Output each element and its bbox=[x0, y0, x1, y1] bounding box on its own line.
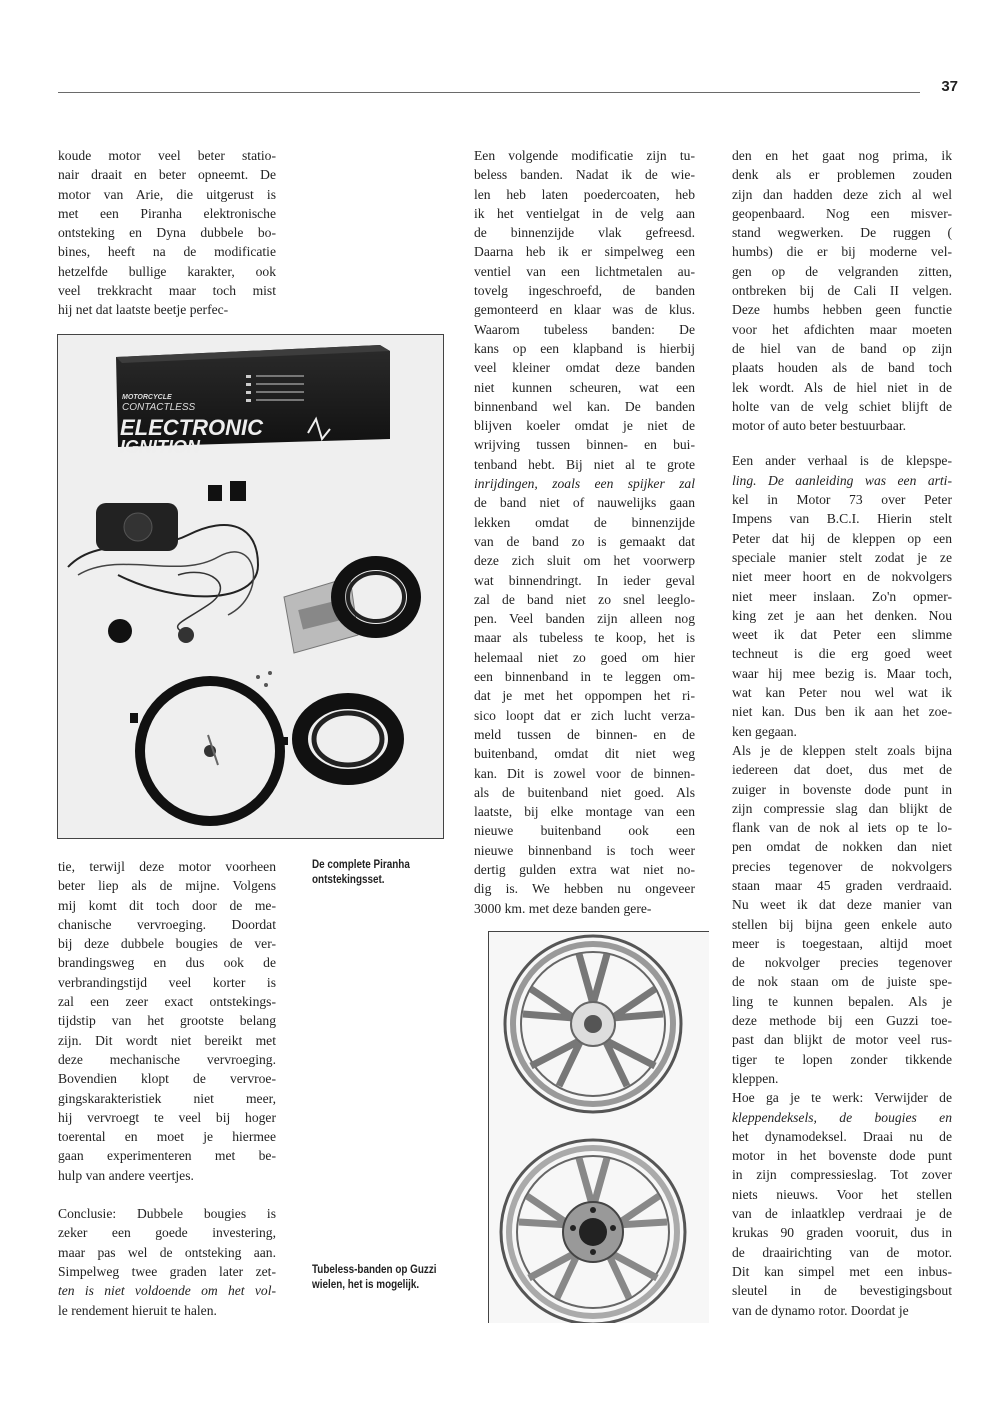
text-line: denk als er problemen zouden bbox=[732, 167, 952, 183]
text-line: van de band zo is gemaakt dat bbox=[474, 533, 695, 549]
text-line: le rendement hieruit te halen. bbox=[58, 1302, 217, 1318]
ignition-kit-photo bbox=[57, 334, 444, 839]
text-line: Simpelweg twee graden later zet- bbox=[58, 1263, 276, 1279]
text-line: niet kunnen scheuren, wat een bbox=[474, 379, 695, 395]
text-line: hij vervroegt te veel bij hoger bbox=[58, 1109, 276, 1125]
text-line: de nok staan om de juiste spe- bbox=[732, 974, 952, 990]
text-line: van de inlaatklep verdraai je de bbox=[732, 1206, 952, 1222]
paragraph-humbs bbox=[732, 146, 952, 435]
text-line: tiger te lopen zonder tikkende bbox=[732, 1051, 952, 1067]
header-rule bbox=[58, 92, 920, 93]
text-line: helemaal niet zo goed om hier bbox=[474, 649, 695, 665]
paragraph-tubeless bbox=[474, 146, 695, 918]
text-line: dig is. We hebben nu ongeveer bbox=[474, 881, 695, 897]
text-line: flank van de nok al iets op te lo- bbox=[732, 820, 952, 836]
text-line: ventiel van een lichtmetalen au- bbox=[474, 263, 695, 279]
caption-tubeless-line2: wielen, het is mogelijk. bbox=[312, 1279, 420, 1291]
text-line: de nokvolger precies tegenover bbox=[732, 955, 952, 971]
text-line: motor van Arie, die uitgerust is bbox=[58, 186, 276, 202]
text-line: sico loopt dat er zich lucht verza- bbox=[474, 707, 695, 723]
text-line: pen. Veel banden zijn alleen nog bbox=[474, 611, 695, 627]
text-line: zeker een goede investering, bbox=[58, 1225, 276, 1241]
paragraph-intro-end bbox=[58, 146, 276, 320]
text-line: niet kan. Dus ben ik aan het zoe- bbox=[732, 704, 952, 720]
text-line: blijven koeler omdat je niet de bbox=[474, 418, 695, 434]
text-line: 3000 km. met deze banden gere- bbox=[474, 900, 652, 916]
text-line: een binnenband in te leggen om- bbox=[474, 669, 695, 685]
text-line: hetzelfde bullige karakter, ook bbox=[58, 263, 276, 279]
text-line: mij komt dit toch door de me- bbox=[58, 897, 276, 913]
text-line: Daarna heb ik er simpelweg een bbox=[474, 244, 695, 260]
text-line: meer is toegestaan, altijd moet bbox=[732, 935, 952, 951]
caption-tubeless bbox=[312, 1263, 450, 1293]
text-line: wrijving tussen binnen- en bui- bbox=[474, 437, 695, 453]
text-line: laatste, bij elke montage van een bbox=[474, 804, 695, 820]
box-text-4: IGNITION bbox=[120, 437, 200, 457]
text-line: met een Piranha elektronische bbox=[58, 205, 276, 221]
text-line: precies tegenover de nokvolgers bbox=[732, 858, 952, 874]
text-line: koude motor veel beter statio- bbox=[58, 148, 276, 163]
text-line: nair draait en beter opneemt. De bbox=[58, 167, 276, 183]
caption-piranha bbox=[312, 858, 441, 888]
text-line: maar als tubeless te koop, het is bbox=[474, 630, 695, 646]
text-line: kel in Motor 73 over Peter bbox=[732, 492, 952, 508]
text-line: chanische vervroeging. Doordat bbox=[58, 916, 276, 932]
text-line: pen omdat de nokken dan niet bbox=[732, 839, 952, 855]
text-line: deze zich sluit om het voorwerp bbox=[474, 553, 695, 569]
text-line: in zijn compressieslag. Tot zover bbox=[732, 1167, 952, 1183]
paragraph-mechanical-advance bbox=[58, 857, 276, 1185]
text-line: gaan experimenteren met be- bbox=[58, 1148, 276, 1164]
text-line: techneut is die erg goed weet bbox=[732, 646, 952, 662]
paragraph-method bbox=[732, 741, 952, 1088]
text-line: ling te kunnen bepalen. Als je bbox=[732, 993, 952, 1009]
text-line: niets nieuws. Voor het stellen bbox=[732, 1186, 952, 1202]
text-line: Conclusie: Dubbele bougies is bbox=[58, 1206, 276, 1222]
box-text-3: ELECTRONIC bbox=[120, 415, 263, 440]
column-3-text bbox=[732, 146, 952, 1320]
text-line: lek wordt. Als de hiel niet in de bbox=[732, 379, 952, 395]
text-line: kan. Dit is zowel voor de binnen- bbox=[474, 765, 695, 781]
text-line: de hiel van de band op zijn bbox=[732, 340, 952, 356]
text-line: len heb laten poedercoaten, heb bbox=[474, 186, 695, 202]
text-line: Deze humbs hebben geen functie bbox=[732, 302, 952, 318]
text-line: zuiger in bovenste dode punt in bbox=[732, 781, 952, 797]
box-text-2: CONTACTLESS bbox=[122, 402, 196, 413]
text-line: ling. De aanleiding was een arti- bbox=[732, 472, 952, 488]
text-line: gemonteerd en klaar was de klus. bbox=[474, 302, 695, 318]
text-line: ik het ventielgat in de velg aan bbox=[474, 205, 695, 221]
text-line: tie, terwijl deze motor voorheen bbox=[58, 859, 276, 874]
text-line: niet meer hoort en de nokvolgers bbox=[732, 569, 952, 585]
text-line: veel trekkracht maar toch mist bbox=[58, 283, 276, 299]
text-line: dertig gulden extra wat niet no- bbox=[474, 861, 695, 877]
caption-piranha-line2: ontstekingsset. bbox=[312, 874, 385, 886]
text-line: speciale manier stelt zodat je ze bbox=[732, 549, 952, 565]
text-line: maar pas wel de ontsteking aan. bbox=[58, 1244, 276, 1260]
text-line: nieuwe binnenband is toch weer bbox=[474, 842, 695, 858]
text-line: Dit kan simpel met een inbus- bbox=[732, 1263, 952, 1279]
text-line: veel kleiner omdat deze banden bbox=[474, 360, 695, 376]
text-line: king zet je aan het denken. Nou bbox=[732, 607, 952, 623]
text-line: zijn. Dit wordt niet bereikt met bbox=[58, 1032, 276, 1048]
text-line: Waarom tubeless banden: De bbox=[474, 321, 695, 337]
text-line: van de dynamo rotor. Doordat je bbox=[732, 1302, 909, 1318]
text-line: niet meer inslaan. Zo'n opmer- bbox=[732, 588, 952, 604]
text-line: Als je de kleppen stelt zoals bijna bbox=[732, 742, 952, 758]
text-line: ken gegaan. bbox=[732, 723, 797, 739]
text-line: verbrandingstijd veel korter is bbox=[58, 974, 276, 990]
text-line: kleppen. bbox=[732, 1070, 779, 1086]
text-line: wat binnendringt. In ieder geval bbox=[474, 572, 695, 588]
text-line: brandingsweg en dus ook de bbox=[58, 955, 276, 971]
text-line: toerental en moet je hiermee bbox=[58, 1129, 276, 1145]
text-line: voor het afdichten maar moeten bbox=[732, 321, 952, 337]
column-2-text bbox=[474, 146, 695, 918]
text-line: weet ik dat Peter een slimme bbox=[732, 627, 952, 643]
text-line: ontsteking en Dyna dubbele bo- bbox=[58, 225, 276, 241]
text-line: den en het gaat nog prima, ik bbox=[732, 148, 952, 163]
text-line: Nu weet ik dat deze manier van bbox=[732, 897, 952, 913]
text-line: ten is niet voldoende om het vol- bbox=[58, 1283, 276, 1299]
text-line: gen op de velgranden zitten, bbox=[732, 263, 952, 279]
text-line: plaats houden als de band toch bbox=[732, 360, 952, 376]
text-line: Impens van B.C.I. Hierin stelt bbox=[732, 511, 952, 527]
text-line: de binnenzijde vlak gefreesd. bbox=[474, 225, 695, 241]
text-line: binnenband wel kan. De banden bbox=[474, 398, 695, 414]
text-line: inrijdingen, zoals een spijker zal bbox=[474, 476, 695, 492]
text-line: stand wegwerken. De ruggen ( bbox=[732, 225, 952, 241]
text-line: gingskarakteristiek niet meer, bbox=[58, 1090, 276, 1106]
text-line: Een volgende modificatie zijn tu- bbox=[474, 148, 695, 163]
text-line: beter liep als de mijne. Volgens bbox=[58, 878, 276, 894]
text-line: past dan blijkt de motor veel rus- bbox=[732, 1032, 952, 1048]
paragraph-conclusion bbox=[58, 1204, 276, 1320]
text-line: sleutel in de bevestigingsbout bbox=[732, 1283, 952, 1299]
text-line: bij deze dubbele bougies de ver- bbox=[58, 936, 276, 952]
text-line: beless banden. Nadat ik de wie- bbox=[474, 167, 695, 183]
column-1-top-text bbox=[58, 146, 276, 320]
text-line: het dynamodeksel. Draai nu de bbox=[732, 1128, 952, 1144]
paragraph-valve-clearance bbox=[732, 451, 952, 740]
text-line: de band niet of nauwelijks gaan bbox=[474, 495, 695, 511]
caption-tubeless-line1: Tubeless-banden op Guzzi bbox=[312, 1264, 437, 1276]
text-line: de draairichting van de motor. bbox=[732, 1244, 952, 1260]
text-line: ontbreken bij de Cali II velgen. bbox=[732, 283, 952, 299]
text-line: nieuwe buitenband ook een bbox=[474, 823, 695, 839]
column-1-bottom-text bbox=[58, 857, 276, 1320]
caption-piranha-line1: De complete Piranha bbox=[312, 859, 410, 871]
text-line: hij net dat laatste beetje perfec- bbox=[58, 302, 229, 318]
text-line: deze mechanische vervroeging. bbox=[58, 1051, 276, 1067]
text-line: Een ander verhaal is de klepspe- bbox=[732, 453, 952, 469]
text-line: zal een zeer exact ontstekings- bbox=[58, 994, 276, 1010]
text-line: waar hij mee bezig is. Maar toch, bbox=[732, 665, 952, 681]
text-line: holte van de velg schiet blijft de bbox=[732, 398, 952, 414]
text-line: als de buitenband niet goed. Als bbox=[474, 784, 695, 800]
text-line: tenband hebt. Bij niet al te grote bbox=[474, 456, 695, 472]
text-line: lekken omdat de binnenzijde bbox=[474, 514, 695, 530]
text-line: dat je met het oppompen het ri- bbox=[474, 688, 695, 704]
wheels-photo bbox=[488, 931, 709, 1323]
text-line: krukas 90 graden vooruit, dus in bbox=[732, 1225, 952, 1241]
text-line: meld tussen de binnen- en de bbox=[474, 726, 695, 742]
text-line: zal de band niet zo snel leeglo- bbox=[474, 591, 695, 607]
text-line: zijn compressie slag dan blijkt de bbox=[732, 800, 952, 816]
text-line: motor in het bovenste dode punt bbox=[732, 1148, 952, 1164]
paragraph-how-to bbox=[732, 1088, 952, 1320]
text-line: kleppendeksels, de bougies en bbox=[732, 1109, 952, 1125]
text-line: geopenbaard. Nog een misver- bbox=[732, 205, 952, 221]
box-text-1: MOTORCYCLE bbox=[122, 394, 172, 401]
text-line: bines, heeft na de modificatie bbox=[58, 244, 276, 260]
text-line: deze methode bij een Guzzi toe- bbox=[732, 1013, 952, 1029]
page-number: 37 bbox=[941, 78, 958, 95]
text-line: Hoe ga je te werk: Verwijder de bbox=[732, 1090, 952, 1106]
text-line: Peter dat hij de kleppen op een bbox=[732, 530, 952, 546]
text-line: stellen bij bijna geen enkele auto bbox=[732, 916, 952, 932]
text-line: staan maar 45 graden verdraaid. bbox=[732, 877, 952, 893]
text-line: hulp van andere veertjes. bbox=[58, 1167, 194, 1183]
text-line: zijn dan hadden deze zich al wel bbox=[732, 186, 952, 202]
text-line: humbs) die er bij moderne vel- bbox=[732, 244, 952, 260]
text-line: tijdstip van het grootste belang bbox=[58, 1013, 276, 1029]
text-line: kans op een klapband is hierbij bbox=[474, 340, 695, 356]
text-line: iedereen dat doet, dus met de bbox=[732, 762, 952, 778]
text-line: wat kan Peter nou wel wat ik bbox=[732, 685, 952, 701]
text-line: tovelg ingeschroefd, de banden bbox=[474, 283, 695, 299]
text-line: buitenband, omdat dit niet weg bbox=[474, 746, 695, 762]
text-line: Bovendien klopt de vervroe- bbox=[58, 1071, 276, 1087]
text-line: motor of auto beter bestuurbaar. bbox=[732, 418, 907, 434]
